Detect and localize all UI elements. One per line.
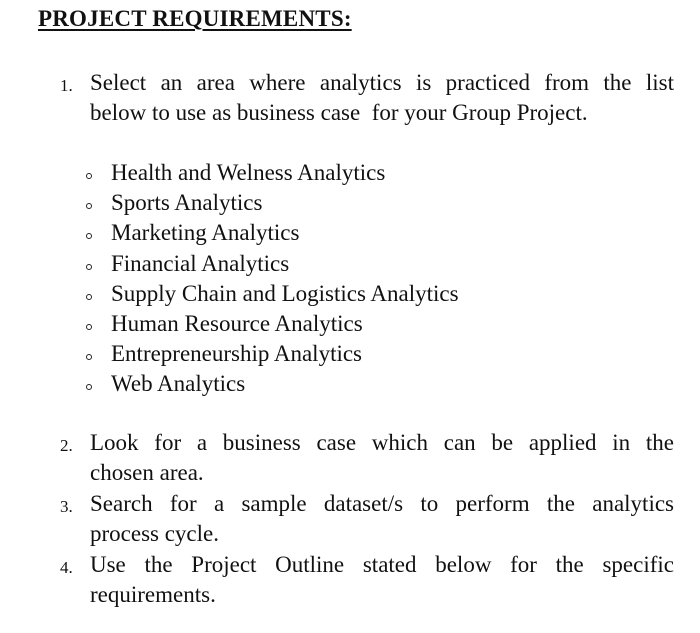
list-item [86, 188, 459, 218]
bullet-icon [86, 203, 92, 209]
bullet-icon [86, 233, 92, 239]
requirement-line: Use the Project Outline stated below for the specific [90, 552, 674, 577]
list-item [86, 369, 459, 399]
requirement-text [90, 68, 674, 128]
requirement-number: 3. [60, 497, 73, 516]
requirement-3 [60, 489, 674, 549]
list-item-label: Financial Analytics [111, 250, 290, 276]
requirement-text [90, 428, 674, 488]
list-item-label: Health and Welness Analytics [111, 160, 386, 185]
list-item [86, 339, 459, 369]
list-item [86, 279, 459, 309]
bullet-icon [86, 354, 92, 360]
analytics-area-list [86, 158, 459, 400]
bullet-icon [86, 384, 92, 390]
list-item [86, 309, 459, 339]
page-title: PROJECT REQUIREMENTS: [38, 6, 352, 31]
list-item-label: Supply Chain and Logistics Analytics [111, 280, 459, 306]
list-item-label: Entrepreneurship Analytics [111, 341, 363, 367]
requirement-number: 4. [60, 558, 73, 577]
requirement-line: Select an area where analytics is practiced from the list [90, 70, 674, 95]
list-item-label: Human Resource Analytics [111, 311, 363, 337]
list-item [86, 249, 459, 279]
requirement-line: requirements. [90, 582, 216, 607]
requirement-text [90, 489, 674, 549]
requirement-line: below to use as business case for your Group Project. [90, 100, 588, 125]
bullet-icon [86, 173, 92, 179]
requirement-number: 1. [60, 76, 73, 95]
list-item [86, 218, 459, 248]
requirement-line: process cycle. [90, 521, 219, 546]
requirement-text [90, 550, 674, 610]
bullet-icon [86, 264, 92, 270]
requirement-line: chosen area. [90, 460, 204, 485]
requirement-line: Look for a business case which can be applied in the [90, 430, 674, 455]
requirement-4 [60, 550, 674, 610]
list-item-label: Web Analytics [111, 371, 246, 397]
requirement-line: Search for a sample dataset/s to perform the analytics [90, 491, 674, 516]
bullet-icon [86, 294, 92, 300]
list-item-label: Sports Analytics [111, 190, 263, 216]
bullet-icon [86, 324, 92, 330]
requirement-2 [60, 428, 674, 488]
list-item [86, 158, 459, 188]
requirement-1 [60, 68, 674, 128]
requirement-number: 2. [60, 436, 73, 455]
list-item-label: Marketing Analytics [111, 220, 300, 246]
